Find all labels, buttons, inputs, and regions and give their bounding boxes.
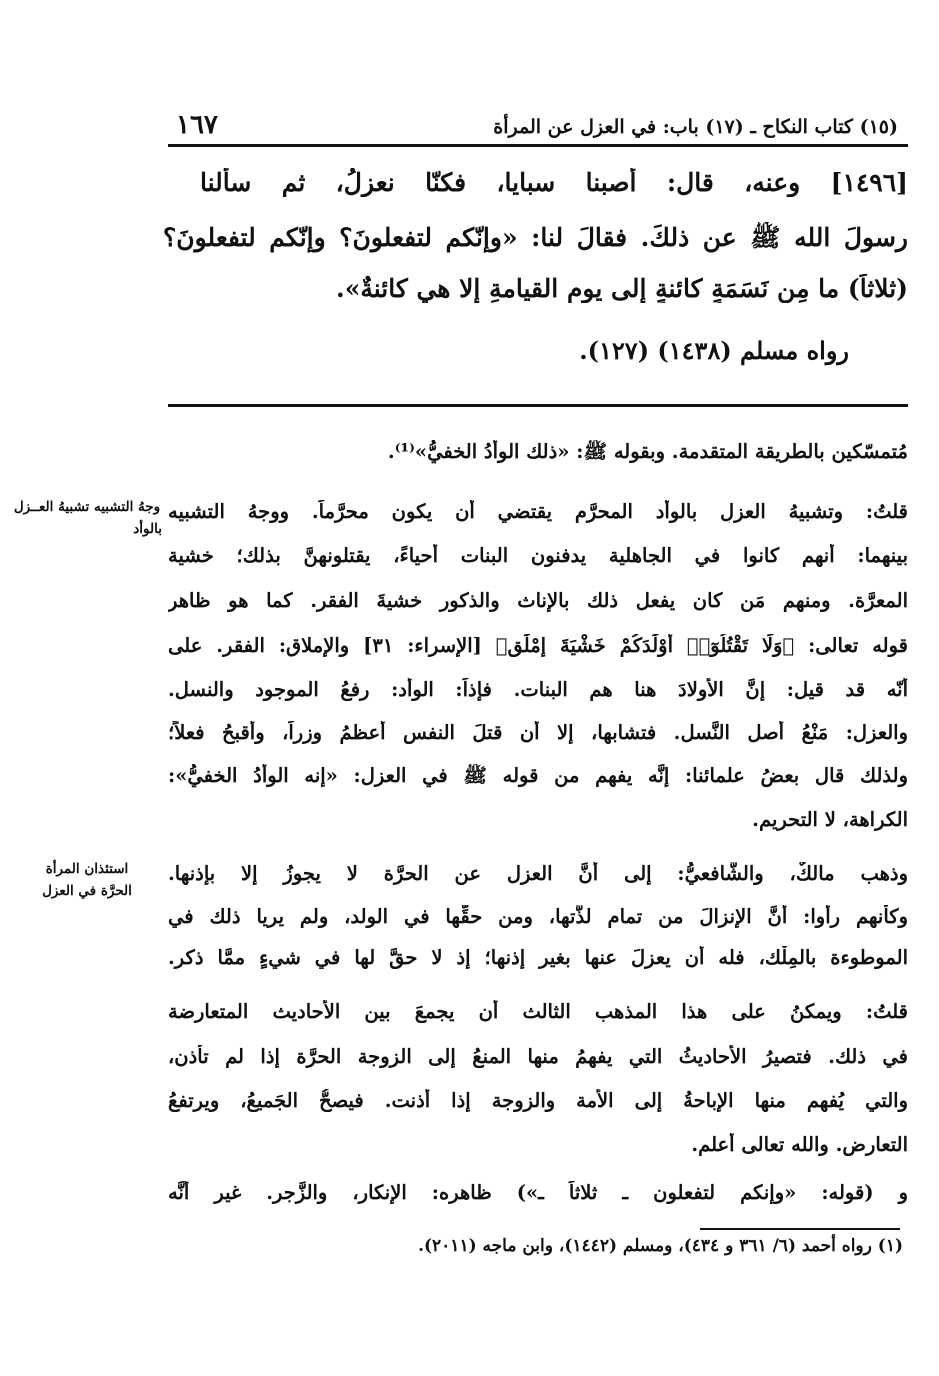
margin-note-line: وجهُ التشبيه تشبيهُ العــزل xyxy=(13,499,161,515)
hadith-line: (ثلاثاً) ما مِن نَسَمَةٍ كائنةٍ إلى يومِ القيامةِ إلا هي كائنةٌ». xyxy=(335,274,908,303)
commentary-line: ولذلك قال بعضُ علمائنا: إنَّه يفهم من قوله ﷺ في العزل: «إنه الوأدُ الخفيُّ»: xyxy=(168,764,908,787)
running-header xyxy=(168,106,908,142)
commentary-line: الموطوءة بالمِلْك، فله أن يعزلَ عنها بغير إذنها؛ إذ لا حقَّ لها في شيءٍ ممَّا ذكر. xyxy=(168,946,908,969)
header-rule xyxy=(168,144,908,147)
commentary-line: المعرَّة. ومنهم مَن كان يفعل ذلك بالإناث والذكور خشيةَ الفقر. كما هو ظاهر xyxy=(168,589,908,612)
footnote-rule xyxy=(700,1228,900,1230)
commentary-line: أنّه قد قيل: إنَّ الأولادَ هنا هم البنات. فإذاً: الوأد: رفعُ الموجود والنسل. xyxy=(168,678,908,701)
footnote: (١) رواه أحمد (٦/ ٣٦١ و ٤٣٤)، ومسلم (١٤٤٢)، وابن ماجه (٢٠١١). xyxy=(418,1236,903,1256)
chapter-title: (١٥) كتاب النكاح ـ (١٧) باب: في العزل عن المرأة xyxy=(493,116,898,138)
commentary-line: وكأنهم رأوا: أنَّ الإنزالَ من تمام لذَّتها، ومن حقِّها في الولد، ولم يريا ذلك في xyxy=(168,905,908,928)
commentary-line: والعزل: مَنْعُ أصل النَّسل. فتشابها، إلا أن قتلَ النفس أعظمُ وزراً، وأقبحُ فعلاً؛ xyxy=(168,721,908,744)
commentary-line: و (قوله: «وإنكم لتفعلون ـ ثلاثاً ـ») ظاهره: الإنكار، والزَّجر. غير أنَّه xyxy=(168,1181,908,1204)
commentary-line: في ذلك. فتصيرُ الأحاديثُ التي يفهمُ منها المنعُ إلى الزوجة الحرَّة إذا لم تأذن، xyxy=(168,1045,908,1068)
margin-note-line: استئذان المرأة xyxy=(45,861,129,877)
hadith-line: [١٤٩٦] وعنه، قال: أصبنا سبايا، فكنّا نعزلُ، ثم سألنا xyxy=(200,168,908,197)
hadith-source: رواه مسلم (١٤٣٨) (١٢٧). xyxy=(579,336,849,365)
commentary-line: قوله تعالى: ﴿وَلَا تَقْتُلُوٓا۟ أَوْلَٰدَكُمْ خَشْيَةَ إِمْلَٰقٍ﴾ [الإسراء: ٣١] والإملاق: الفقر. على xyxy=(168,634,908,657)
margin-note-istidhan xyxy=(12,858,162,902)
hadith-line: رسولَ الله ﷺ عن ذلكَ. فقالَ لنا: «وإنّكم لتفعلونَ؟ وإنّكم لتفعلونَ؟ xyxy=(163,223,908,252)
margin-note-line: الحرَّة في العزل xyxy=(42,883,132,899)
margin-note-line: بالوأد xyxy=(133,521,162,537)
commentary-line: قلتُ: ويمكنُ على هذا المذهب الثالث أن يجمعَ بين الأحاديث المتعارضة xyxy=(168,1000,908,1023)
commentary-line: بينهما: أنهم كانوا في الجاهلية يدفنون البنات أحياءً، يقتلونهنَّ بذلك؛ خشية xyxy=(168,544,908,567)
commentary-line: وذهب مالكٌ، والشَّافعيُّ: إلى أنَّ العزل عن الحرَّة لا يجوزُ إلا بإذنها. xyxy=(168,862,908,885)
commentary-line: التعارض. والله تعالى أعلم. xyxy=(691,1133,908,1156)
page-number: ١٦٧ xyxy=(176,110,218,140)
commentary-line: الكراهة، لا التحريم. xyxy=(752,808,908,831)
margin-note-tashbih xyxy=(12,496,162,540)
section-divider xyxy=(168,404,908,407)
commentary-line: مُتمسّكين بالطريقة المتقدمة. وبقوله ﷺ: «ذلك الوأدُ الخفيُّ»⁽¹⁾. xyxy=(387,440,908,463)
commentary-line: والتي يُفهم منها الإباحةُ إلى الأمة والزوجة إذا أذنت. فيصحُّ الجَميعُ، ويرتفعُ xyxy=(168,1089,908,1112)
commentary-line: قلتُ: وتشبيهُ العزلِ بالوأد المحرَّم يقتضي أن يكون محرَّماً. ووجهُ التشبيه xyxy=(168,500,908,523)
